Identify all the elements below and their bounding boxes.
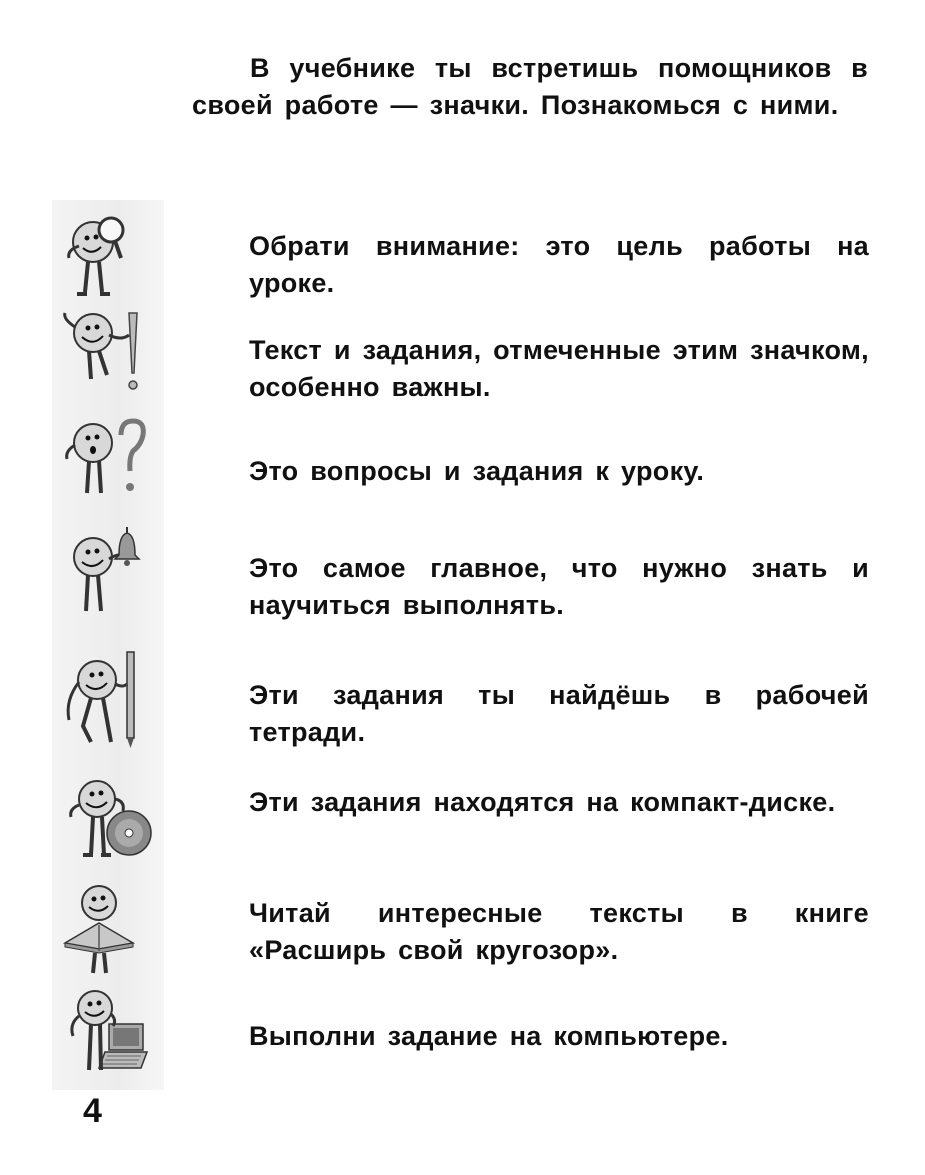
computer-character-icon xyxy=(55,990,155,1090)
magnifier-character-icon xyxy=(55,210,155,310)
legend-text-main: Это самое главное, что нужно знать и научиться выполнять. xyxy=(249,553,869,620)
bell-character-icon xyxy=(55,525,155,625)
legend-text-computer: Выполни задание на компьютере. xyxy=(249,1021,729,1051)
legend-text-questions: Это вопросы и задания к уроку. xyxy=(249,456,705,486)
book-character-icon xyxy=(55,885,155,985)
legend-text-book: Читай интересные тексты в книге «Расширь свой кругозор». xyxy=(249,898,869,965)
page-number: 4 xyxy=(83,1092,102,1130)
legend-text-cd: Эти задания находятся на компакт-диске. xyxy=(249,787,836,817)
exclamation-character-icon xyxy=(55,305,155,405)
legend-text-attention: Обрати внимание: это цель работы на уроке. xyxy=(249,231,869,298)
pen-character-icon xyxy=(55,650,155,750)
intro-paragraph: В учебнике ты встретишь помощников в своей работе — значки. Познакомься с ними. xyxy=(192,53,868,120)
question-character-icon xyxy=(55,415,155,515)
cd-character-icon xyxy=(55,775,155,875)
legend-text-workbook: Эти задания ты найдёшь в рабочей тетради. xyxy=(249,680,869,747)
legend-text-important: Текст и задания, отмеченные этим значком, особенно важны. xyxy=(249,335,869,402)
